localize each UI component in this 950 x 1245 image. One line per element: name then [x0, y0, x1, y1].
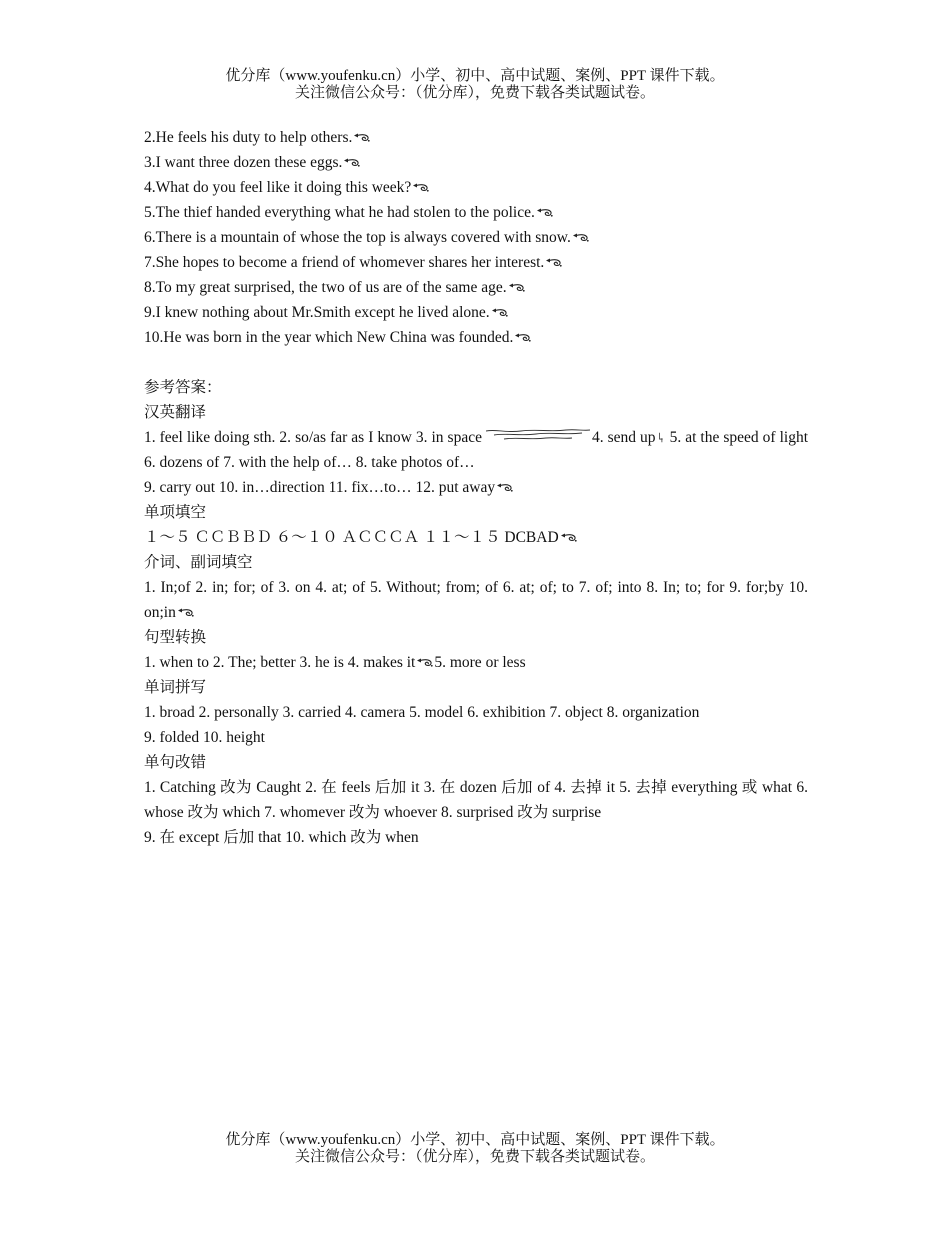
answers-title: 参考答案：	[144, 379, 222, 396]
section-heading-single-choice: 单项填空	[144, 504, 207, 521]
blank-line	[144, 350, 808, 375]
paragraph-mark-icon	[343, 157, 361, 168]
paragraph-mark-icon	[491, 307, 509, 318]
header-line-2: 关注微信公众号：（优分库），免费下载各类试题试卷。	[294, 85, 655, 101]
paragraph-mark-icon	[353, 132, 371, 143]
section-heading-translation: 汉英翻译	[144, 404, 207, 421]
sentence-transform-answers: 1. when to 2. The; better 3. he is 4. makes it 5. more or less	[144, 654, 526, 671]
translation-answers: 1. feel like doing sth. 2. so/as far as I know 3. in space 4. send up 5. at the speed of light 6. dozens of 7. with the help of… 8. take photos of…	[144, 429, 808, 471]
paragraph-mark-icon	[496, 482, 514, 493]
paragraph-mark-icon	[560, 532, 578, 543]
spelling-answers-2: 9. folded 10. height	[144, 729, 265, 746]
error-item: 7.She hopes to become a friend of whomever shares her interest.	[144, 250, 808, 275]
header-line-1: 优分库（www.youfenku.cn）小学、初中、高中试题、案例、PPT 课件下载。	[225, 68, 725, 84]
error-item: 10.He was born in the year which New China was founded.	[144, 325, 808, 350]
section-heading-sentence-transform: 句型转换	[144, 629, 207, 646]
paragraph-mark-icon	[412, 182, 430, 193]
section-heading-spelling: 单词拼写	[144, 679, 207, 696]
paragraph-mark-icon	[572, 232, 590, 243]
paragraph-mark-icon	[514, 332, 532, 343]
paragraph-mark-icon	[508, 282, 526, 293]
footer-line-2: 关注微信公众号：（优分库），免费下载各类试题试卷。	[294, 1149, 655, 1165]
cursor-mark-icon	[657, 432, 666, 443]
paragraph-mark-icon	[545, 257, 563, 268]
page-header	[0, 68, 950, 102]
paragraph-mark-icon	[536, 207, 554, 218]
translation-answers-2: 9. carry out 10. in…direction 11. fix…to… 12. put away	[144, 475, 808, 500]
section-heading-prep-adverb: 介词、副词填空	[144, 554, 253, 571]
error-item: 9.I knew nothing about Mr.Smith except he lived alone.	[144, 300, 808, 325]
section-heading-correction: 单句改错	[144, 754, 207, 771]
error-item: 8.To my great surprised, the two of us are of the same age.	[144, 275, 808, 300]
document-body	[144, 125, 808, 850]
error-item: 4.What do you feel like it doing this week?	[144, 175, 808, 200]
page-footer	[0, 1132, 950, 1166]
scribble-mark-icon	[486, 428, 590, 442]
error-item: 3.I want three dozen these eggs.	[144, 150, 808, 175]
error-item: 6.There is a mountain of whose the top is always covered with snow.	[144, 225, 808, 250]
spelling-answers-1: 1. broad 2. personally 3. carried 4. camera 5. model 6. exhibition 7. object 8. organization	[144, 704, 700, 721]
prep-adverb-answers: 1. In;of 2. in; for; of 3. on 4. at; of 5. Without; from; of 6. at; of; to 7. of; into 8. In; to; for 9. for;by 10. on;in	[144, 579, 808, 621]
footer-line-1: 优分库（www.youfenku.cn）小学、初中、高中试题、案例、PPT 课件下载。	[225, 1132, 725, 1148]
paragraph-mark-icon	[177, 607, 195, 618]
single-choice-answers: １～５ ＣＣＢＢＤ ６～１０ ＡＣＣＣＡ １１～１５ DCBAD	[144, 525, 808, 550]
correction-answers-2: 9. 在 except 后加 that 10. which 改为 when	[144, 829, 419, 846]
error-item: 5.The thief handed everything what he had stolen to the police.	[144, 200, 808, 225]
correction-answers-1: 1. Catching 改为 Caught 2. 在 feels 后加 it 3. 在 dozen 后加 of 4. 去掉 it 5. 去掉 everything 或 what 6. whose 改为 which 7. whomever 改为 whoever 8. surprised 改为 surprise	[144, 779, 808, 821]
error-item: 2.He feels his duty to help others.	[144, 125, 808, 150]
paragraph-mark-icon	[416, 657, 434, 668]
